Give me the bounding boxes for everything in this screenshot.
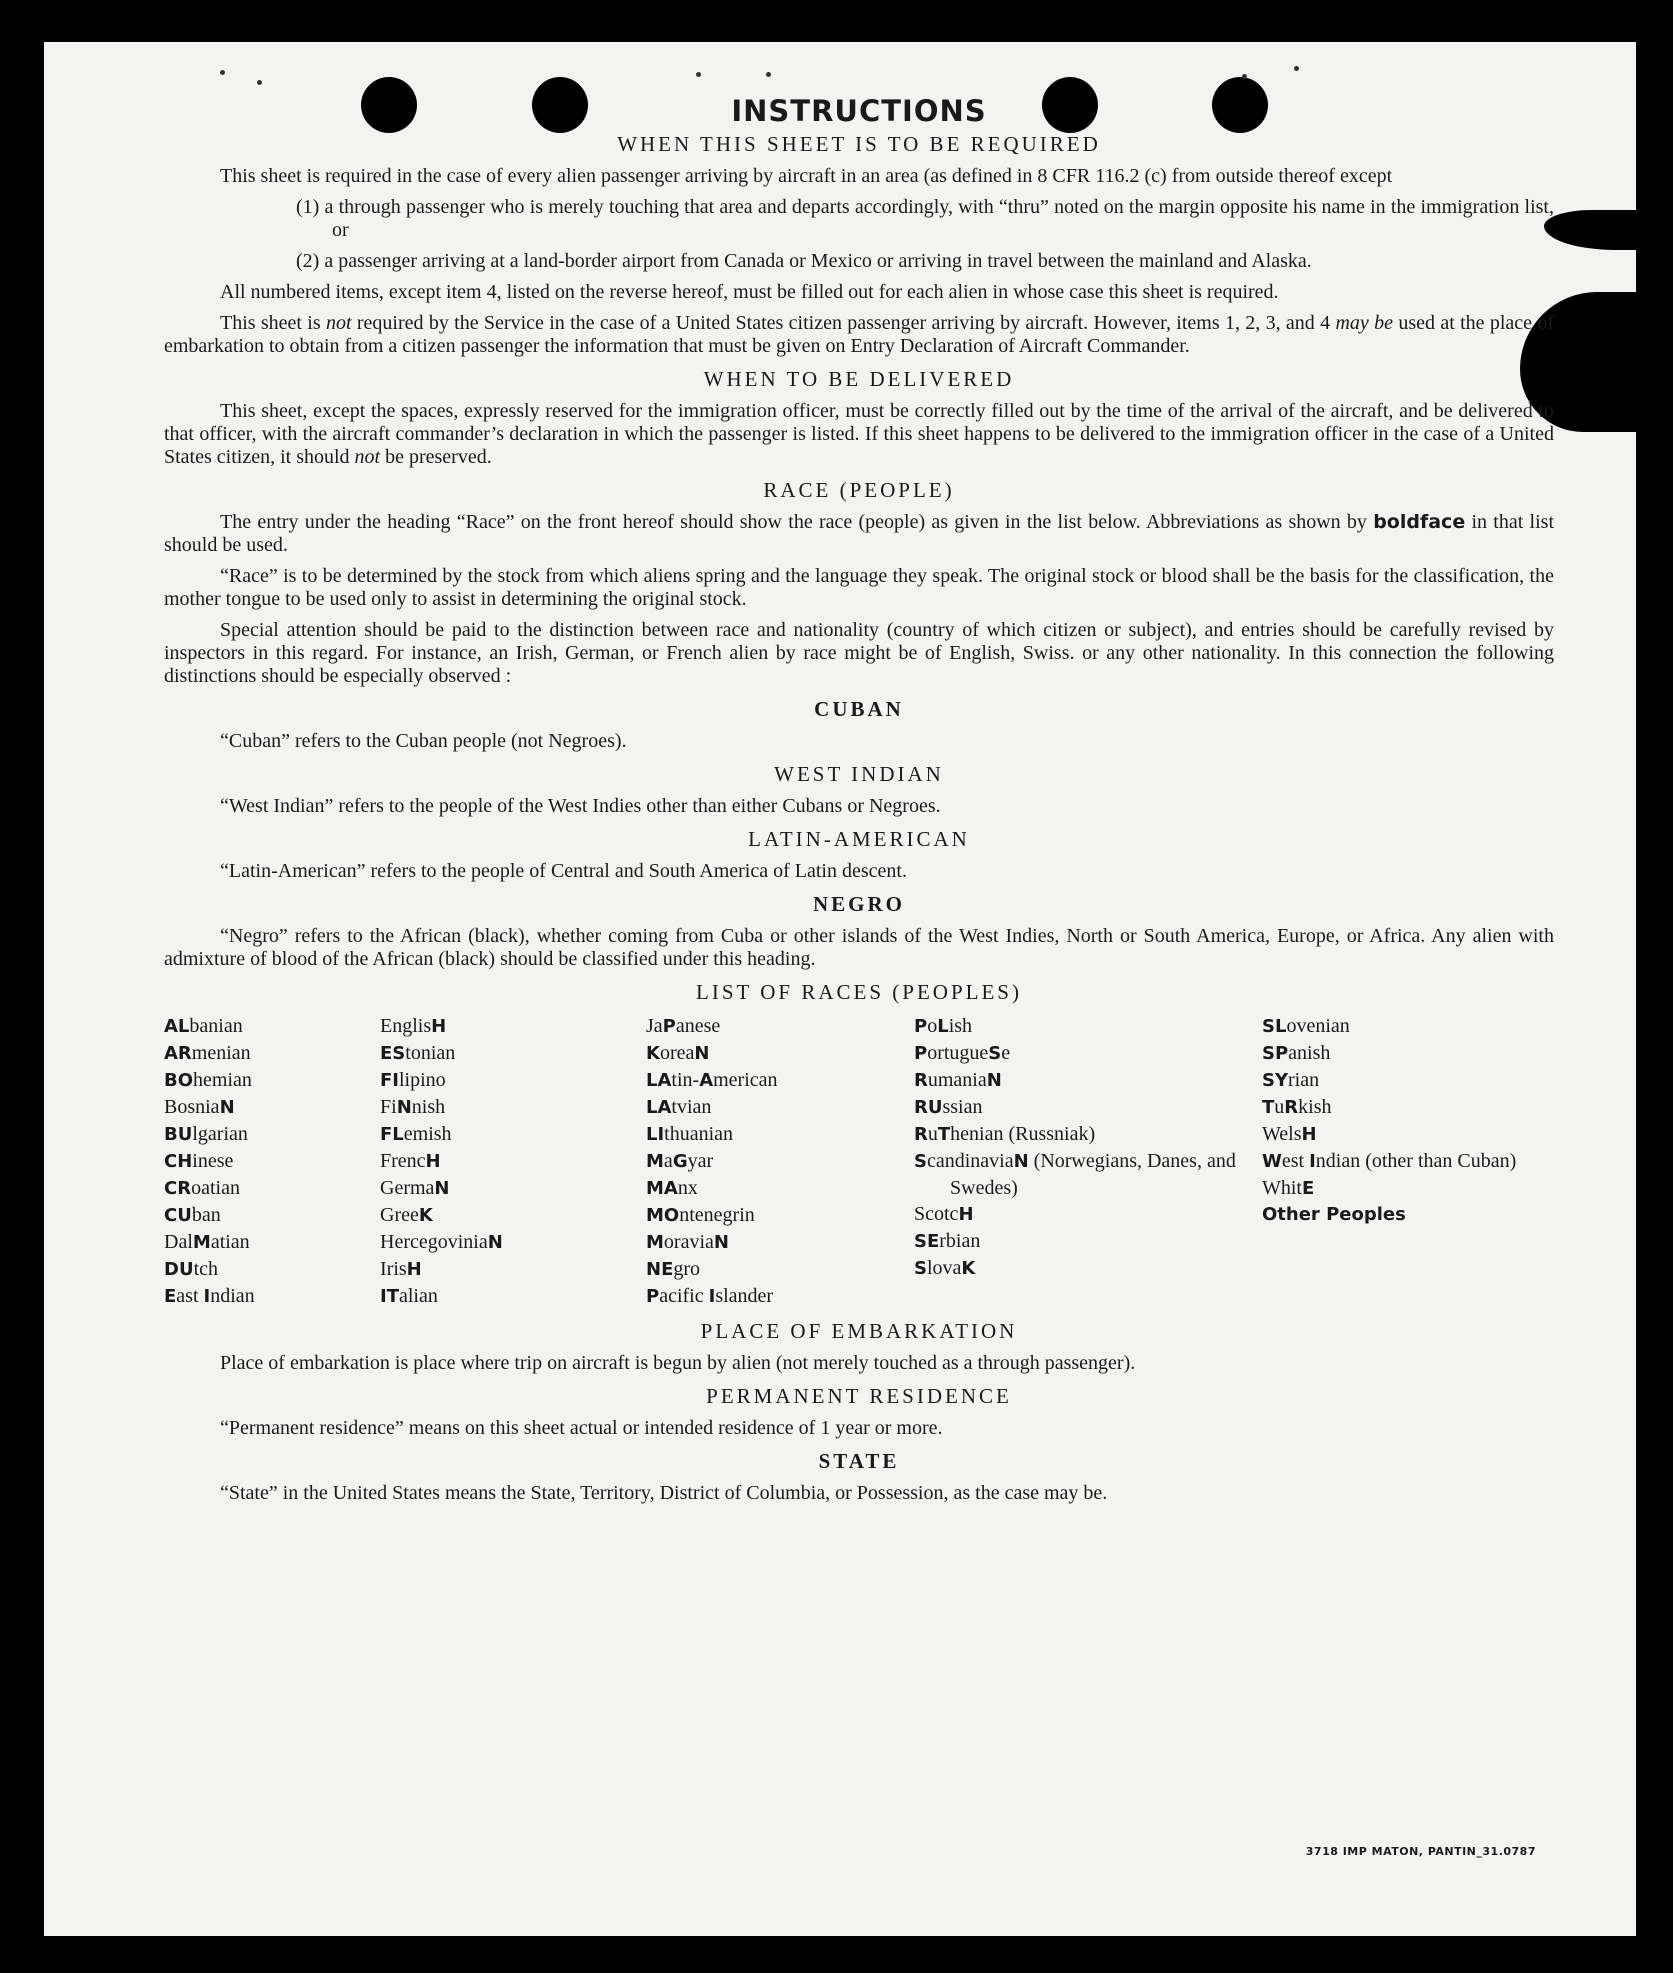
race-item: CUban	[164, 1204, 221, 1226]
race-item: RUssian	[914, 1096, 983, 1118]
race-item: CHinese	[164, 1150, 234, 1172]
race-item: LIthuanian	[646, 1123, 734, 1145]
section-heading: WHEN THIS SHEET IS TO BE REQUIRED	[617, 132, 1101, 156]
races-column	[380, 1013, 646, 1310]
race-item: IrisH	[380, 1258, 422, 1280]
race-item: Pacific Islander	[646, 1285, 774, 1307]
paragraph: All numbered items, except item 4, listed on the reverse hereof, must be filled out for each alien in whose case this sheet is required.	[220, 281, 1279, 303]
race-item: ARmenian	[164, 1042, 251, 1064]
race-item: MOntenegrin	[646, 1204, 755, 1226]
paragraph: The entry under the heading “Race” on the front hereof should show the race (people) as given in the list below. Abbreviations as shown by boldface in that list should be used.	[164, 511, 1554, 556]
page-title: INSTRUCTIONS	[731, 94, 987, 128]
race-item: FLemish	[380, 1123, 452, 1145]
section-heading: PERMANENT RESIDENCE	[706, 1384, 1012, 1408]
race-item: RuThenian (Russniak)	[914, 1123, 1096, 1145]
race-item: EnglisH	[380, 1015, 447, 1037]
paragraph: “State” in the United States means the State, Territory, District of Columbia, or Possession, as the case may be.	[220, 1482, 1108, 1504]
race-item: MAnx	[646, 1177, 698, 1199]
list-item: (1) a through passenger who is merely touching that area and departs accordingly, with “thru” noted on the margin opposite his name in the immigration list, or	[296, 196, 1554, 241]
race-item: GermaN	[380, 1177, 450, 1199]
speck	[766, 72, 771, 77]
race-item: GreeK	[380, 1204, 433, 1226]
race-item: BOhemian	[164, 1069, 252, 1091]
paragraph: “West Indian” refers to the people of the West Indies other than either Cubans or Negroes.	[220, 795, 941, 817]
race-item: WelsH	[1262, 1123, 1317, 1145]
race-item: FiNnish	[380, 1096, 446, 1118]
section-heading: STATE	[818, 1449, 900, 1473]
races-column	[1262, 1013, 1554, 1310]
race-item: EStonian	[380, 1042, 456, 1064]
race-item: SPanish	[1262, 1042, 1331, 1064]
race-item: ALbanian	[164, 1015, 243, 1037]
race-item: CRoatian	[164, 1177, 240, 1199]
race-item: SlovaK	[914, 1257, 976, 1279]
section-heading: LIST OF RACES (PEOPLES)	[696, 980, 1022, 1004]
race-item: SLovenian	[1262, 1015, 1350, 1037]
race-item: MaGyar	[646, 1150, 714, 1172]
race-item: HercegoviniaN	[380, 1231, 503, 1253]
document-page	[44, 42, 1636, 1936]
race-item: NEgro	[646, 1258, 701, 1280]
speck	[1294, 66, 1299, 71]
race-item: DUtch	[164, 1258, 218, 1280]
race-item: DalMatian	[164, 1231, 250, 1253]
race-item: ScotcH	[914, 1203, 974, 1225]
race-item: FrencH	[380, 1150, 441, 1172]
section-heading: WHEN TO BE DELIVERED	[703, 367, 1015, 391]
race-item: BosniaN	[164, 1096, 235, 1118]
instructions-content	[164, 94, 1555, 1513]
section-heading: NEGRO	[812, 892, 905, 916]
races-column	[646, 1013, 914, 1310]
paragraph: “Negro” refers to the African (black), whether coming from Cuba or other islands of the West Indies, North or South America, Europe, or Africa. Any alien with admixture of blood of the African (black) should be classified under this heading.	[164, 925, 1554, 970]
paragraph: Special attention should be paid to the distinction between race and nationality (country of which citizen or subject), and entries should be carefully revised by inspectors in this regard. For instance, an Irish, German, or French alien by race might be of English, Swiss. or any other nationality. In this connection the following distinctions should be especially observed :	[164, 619, 1554, 687]
section-heading: PLACE OF EMBARKATION	[700, 1319, 1018, 1343]
printer-imprint: 3718 IMP MATON, PANTIN_31.0787	[1305, 1845, 1536, 1858]
race-item: PoLish	[914, 1015, 973, 1037]
list-item: (2) a passenger arriving at a land-border airport from Canada or Mexico or arriving in travel between the mainland and Alaska.	[296, 250, 1312, 272]
paragraph: “Permanent residence” means on this sheet actual or intended residence of 1 year or more.	[220, 1417, 943, 1439]
race-item: Other Peoples	[1262, 1204, 1406, 1225]
paragraph: “Race” is to be determined by the stock from which aliens spring and the language they speak. The original stock or blood shall be the basis for the classification, the mother tongue to be used only to assist in determining the original stock.	[164, 565, 1554, 610]
speck	[257, 80, 262, 85]
torn-edge	[1544, 210, 1636, 250]
paragraph: Place of embarkation is place where trip on aircraft is begun by alien (not merely touched as a through passenger).	[220, 1352, 1136, 1374]
race-item: TuRkish	[1262, 1096, 1332, 1118]
speck	[220, 70, 225, 75]
race-item: KoreaN	[646, 1042, 710, 1064]
races-column	[164, 1013, 380, 1310]
races-list	[164, 1013, 1554, 1310]
section-heading: CUBAN	[814, 697, 904, 721]
speck	[1242, 74, 1247, 79]
race-item: ScandinaviaN (Norwegians, Danes, and Swedes)	[914, 1150, 1236, 1199]
paragraph: This sheet is required in the case of every alien passenger arriving by aircraft in an area (as defined in 8 CFR 116.2 (c) from outside thereof except	[220, 165, 1393, 187]
race-item: PortugueSe	[914, 1042, 1011, 1064]
race-item: JaPanese	[646, 1015, 721, 1037]
section-heading: LATIN-AMERICAN	[748, 827, 970, 851]
paragraph: This sheet, except the spaces, expressly reserved for the immigration officer, must be correctly filled out by the time of the arrival of the aircraft, and be delivered to that officer, with the aircraft commander’s declaration in which the passenger is listed. If this sheet happens to be delivered to the immigration officer in the case of a United States citizen, it should not be preserved.	[164, 400, 1554, 468]
race-item: West Indian (other than Cuban)	[1262, 1150, 1517, 1172]
race-item: RumaniaN	[914, 1069, 1002, 1091]
section-heading: WEST INDIAN	[774, 762, 944, 786]
paragraph: “Cuban” refers to the Cuban people (not Negroes).	[220, 730, 627, 752]
race-item: East Indian	[164, 1285, 255, 1307]
race-item: BUlgarian	[164, 1123, 248, 1145]
races-column	[914, 1013, 1262, 1310]
paragraph: This sheet is not required by the Service in the case of a United States citizen passenger arriving by aircraft. However, items 1, 2, 3, and 4 may be used at the place of embarkation to obtain from a citizen passenger the information that must be given on Entry Declaration of Aircraft Commander.	[164, 312, 1555, 357]
race-item: MoraviaN	[646, 1231, 729, 1253]
race-item: SErbian	[914, 1230, 981, 1252]
race-item: LAtvian	[646, 1096, 712, 1118]
speck	[696, 72, 701, 77]
race-item: SYrian	[1262, 1069, 1320, 1091]
paragraph: “Latin-American” refers to the people of Central and South America of Latin descent.	[220, 860, 907, 882]
race-item: LAtin-American	[646, 1069, 778, 1091]
section-heading: RACE (PEOPLE)	[763, 478, 955, 502]
race-item: WhitE	[1262, 1177, 1315, 1199]
race-item: ITalian	[380, 1285, 438, 1307]
race-item: FIlipino	[380, 1069, 446, 1091]
